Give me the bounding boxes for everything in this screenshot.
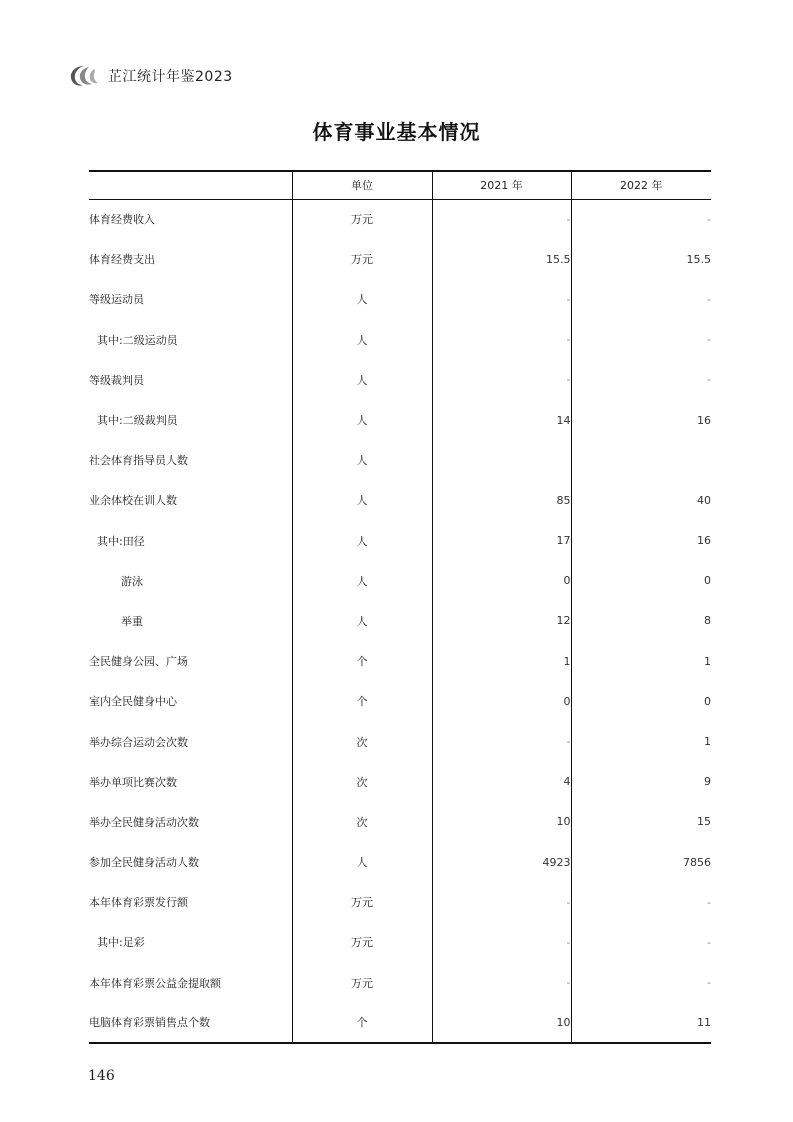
row-value-2021: 1 [432,641,571,681]
row-unit: 人 [292,480,432,520]
table-row [89,440,711,480]
row-item-label: 其中:足彩 [97,936,145,950]
row-item-label: 本年体育彩票发行额 [89,896,188,910]
row-unit: 个 [292,681,432,721]
row-unit: 万元 [292,963,432,1003]
row-unit: 人 [292,601,432,641]
row-item-label: 体育经费支出 [89,253,155,267]
row-item-label: 社会体育指导员人数 [89,454,188,468]
table-body [89,199,711,1043]
row-value-2022: 9 [571,762,711,802]
row-value-2022: 7856 [571,842,711,882]
row-item-label: 等级裁判员 [89,373,144,387]
row-value-2022: - [571,279,711,319]
row-item-label: 举重 [121,614,143,628]
table-row [89,561,711,601]
table-header-row [89,171,711,199]
row-unit: 次 [292,721,432,761]
row-unit: 人 [292,521,432,561]
row-value-2022: - [571,360,711,400]
row-unit: 人 [292,400,432,440]
column-header-item [89,171,292,199]
row-value-2022: 1 [571,721,711,761]
row-value-2021: - [432,721,571,761]
row-value-2022: 16 [571,521,711,561]
row-value-2022: 15.5 [571,239,711,279]
row-value-2021: 17 [432,521,571,561]
running-header [68,62,233,90]
row-value-2021: 10 [432,802,571,842]
row-value-2021: 4 [432,762,571,802]
row-value-2021: 0 [432,681,571,721]
table-row [89,601,711,641]
row-unit: 人 [292,440,432,480]
table-row [89,521,711,561]
yearbook-logo-icon [68,63,102,89]
table-row [89,963,711,1003]
row-value-2021 [432,440,571,480]
table-row [89,480,711,520]
row-item-label: 其中:二级裁判员 [97,414,178,428]
table-row [89,882,711,922]
row-value-2021: 0 [432,561,571,601]
row-unit: 人 [292,842,432,882]
row-item-label: 室内全民健身中心 [89,695,177,709]
row-item-label: 本年体育彩票公益金提取额 [89,976,221,990]
table-row [89,1003,711,1043]
table-row [89,199,711,239]
row-value-2021: - [432,199,571,239]
table-row [89,400,711,440]
page-number: 146 [88,1068,115,1084]
row-item-label: 其中:田径 [97,534,145,548]
row-value-2021: 14 [432,400,571,440]
row-item-label: 举办综合运动会次数 [89,735,188,749]
table-row [89,360,711,400]
row-unit: 人 [292,279,432,319]
row-item-label: 其中:二级运动员 [97,333,178,347]
row-value-2022: 11 [571,1003,711,1043]
row-value-2022: 0 [571,681,711,721]
row-value-2022: 1 [571,641,711,681]
row-value-2022: - [571,199,711,239]
row-unit: 次 [292,802,432,842]
running-header-title: 芷江统计年鉴2023 [108,69,233,85]
row-item-label: 举办单项比赛次数 [89,775,177,789]
row-unit: 万元 [292,199,432,239]
row-unit: 人 [292,561,432,601]
table-row [89,279,711,319]
row-item-label: 全民健身公园、广场 [89,655,188,669]
row-unit: 个 [292,1003,432,1043]
table-row [89,842,711,882]
table-row [89,641,711,681]
row-unit: 次 [292,762,432,802]
row-value-2022 [571,440,711,480]
row-value-2022: - [571,963,711,1003]
row-value-2022: - [571,320,711,360]
row-unit: 万元 [292,882,432,922]
row-value-2021: 4923 [432,842,571,882]
table-row [89,762,711,802]
row-value-2021: 12 [432,601,571,641]
row-item-label: 电脑体育彩票销售点个数 [89,1003,292,1043]
page-title: 体育事业基本情况 [312,120,481,144]
row-item-label: 举办全民健身活动次数 [89,815,199,829]
table-row [89,681,711,721]
table-row [89,320,711,360]
row-value-2022: 40 [571,480,711,520]
table-row [89,802,711,842]
row-value-2022: 16 [571,400,711,440]
row-item-label: 体育经费收入 [89,213,155,227]
row-unit: 万元 [292,922,432,962]
table-row [89,239,711,279]
row-item-label: 参加全民健身活动人数 [89,856,199,870]
row-item-label: 等级运动员 [89,293,144,307]
column-header-2022: 2022 年 [571,171,711,199]
row-value-2022: - [571,882,711,922]
row-unit: 个 [292,641,432,681]
row-value-2022: - [571,922,711,962]
row-value-2022: 0 [571,561,711,601]
column-header-2021: 2021 年 [432,171,571,199]
row-value-2021: - [432,922,571,962]
row-value-2021: - [432,320,571,360]
row-value-2022: 8 [571,601,711,641]
row-value-2021: - [432,360,571,400]
statistics-table [89,170,711,1044]
row-value-2021: 85 [432,480,571,520]
row-value-2022: 15 [571,802,711,842]
row-item-label: 业余体校在训人数 [89,494,177,508]
table-row [89,922,711,962]
row-unit: 人 [292,320,432,360]
row-unit: 人 [292,360,432,400]
row-value-2021: 15.5 [432,239,571,279]
row-value-2021: - [432,882,571,922]
column-header-unit: 单位 [292,171,432,199]
row-value-2021: - [432,279,571,319]
row-value-2021: 10 [432,1003,571,1043]
row-unit: 万元 [292,239,432,279]
row-item-label: 游泳 [121,574,143,588]
row-value-2021: - [432,963,571,1003]
table-row [89,721,711,761]
